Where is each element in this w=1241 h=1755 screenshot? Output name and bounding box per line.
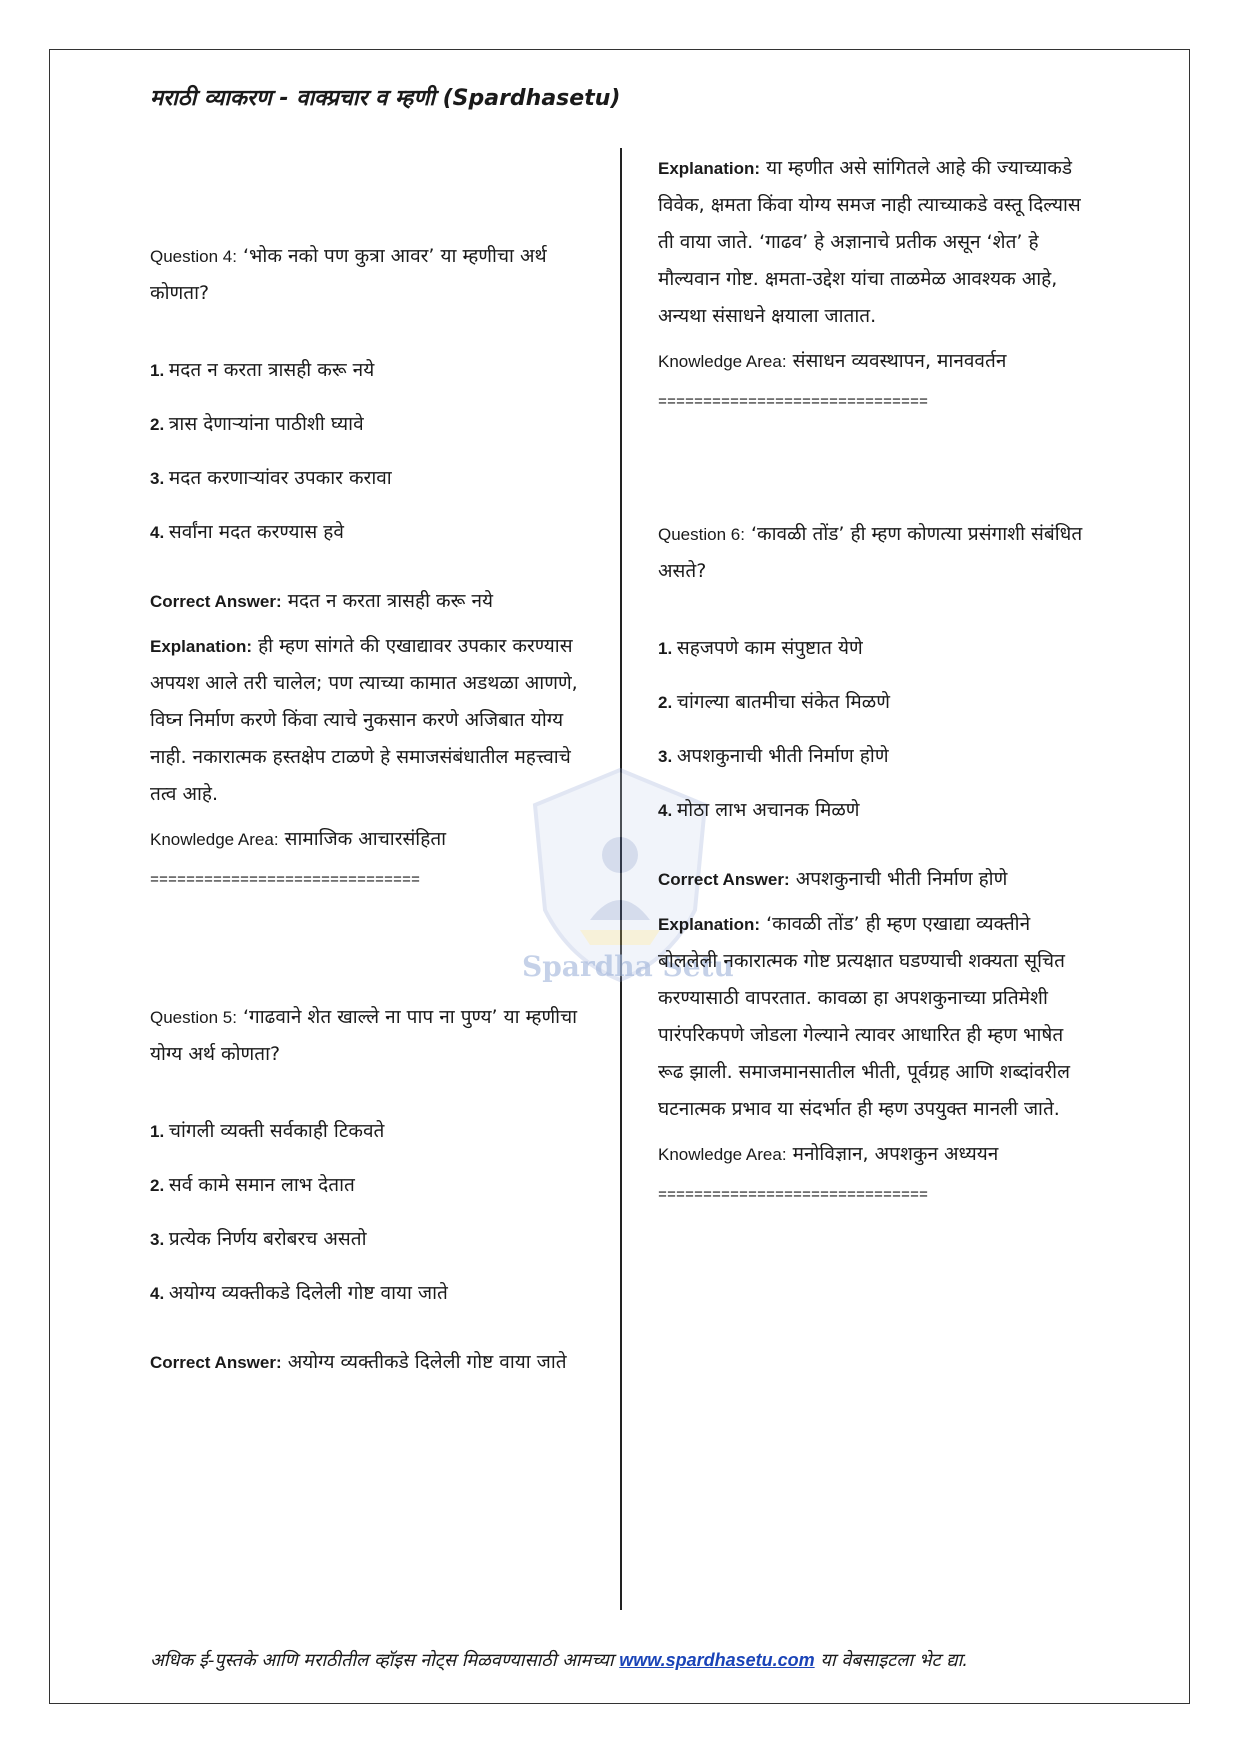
option-text: मदत न करता त्रासही करू नये: [168, 359, 375, 381]
correct-answer-text: अयोग्य व्यक्तीकडे दिलेली गोष्ट वाया जाते: [287, 1351, 567, 1373]
options-list: [150, 1113, 580, 1312]
option: 1. चांगली व्यक्ती सर्वकाही टिकवते: [150, 1120, 385, 1142]
option-text: चांगल्या बातमीचा संकेत मिळणे: [676, 691, 890, 713]
page-title: मराठी व्याकरण - वाक्प्रचार व म्हणी (Spardhasetu): [150, 86, 621, 111]
footer-text-before: अधिक ई-पुस्तके आणि मराठीतील व्हॉइस नोट्स मिळवण्यासाठी आमच्या: [150, 1650, 620, 1671]
watermark-text: Spardha Setu: [522, 950, 734, 983]
options-list: [150, 352, 580, 551]
explanation-text: ‘कावळी तोंड’ ही म्हण एखाद्या व्यक्तीने बोललेली नकारात्मक गोष्ट प्रत्यक्षात घडण्याची शक्यता सूचित करण्यासाठी वापरतात. कावळा हा अपशकुनाच्या प्रतिमेशी पारंपरिकपणे जोडला गेल्याने त्यावर आधारित ही म्हण भाषेत रूढ झाली. समाजमानसातील भीती, पूर्वग्रह आणि शब्दांवरील घटनात्मक प्रभाव या संदर्भात ही म्हण उपयुक्त मानली जाते.: [658, 913, 1070, 1120]
explanation-label: Explanation:: [658, 915, 761, 934]
question-label: Question 4:: [150, 247, 237, 266]
left-column: [150, 238, 580, 1381]
correct-answer-text: मदत न करता त्रासही करू नये: [287, 590, 494, 612]
correct-answer-label: Correct Answer:: [150, 1353, 282, 1372]
question-text: ‘गाढवाने शेत खाल्ले ना पाप ना पुण्य’ या म्हणीचा योग्य अर्थ कोणता?: [150, 1006, 578, 1065]
explanation-text: या म्हणीत असे सांगितले आहे की ज्याच्याकडे विवेक, क्षमता किंवा योग्य समज नाही त्याच्याकडे वस्तू दिल्यास ती वाया जाते. ‘गाढव’ हे अज्ञानाचे प्रतीक असून ‘शेत’ हे मौल्यवान गोष्ट. क्षमता-उद्देश यांचा ताळमेळ आवश्यक आहे, अन्यथा संसाधने क्षयाला जातात.: [658, 157, 1081, 327]
explanation: [658, 150, 1088, 335]
option: 4. मोठा लाभ अचानक मिळणे: [658, 799, 860, 821]
option: 3. मदत करणाऱ्यांवर उपकार करावा: [150, 467, 392, 489]
question-label: Question 5:: [150, 1008, 237, 1027]
correct-answer-label: Correct Answer:: [658, 870, 790, 889]
explanation-label: Explanation:: [658, 159, 761, 178]
option: 2. चांगल्या बातमीचा संकेत मिळणे: [658, 691, 890, 713]
knowledge-area-text: संसाधन व्यवस्थापन, मानववर्तन: [792, 350, 1007, 372]
correct-answer: [658, 861, 1088, 898]
option: 4. सर्वांना मदत करण्यास हवे: [150, 521, 344, 543]
explanation: [658, 906, 1088, 1128]
knowledge-area-label: Knowledge Area:: [658, 1145, 787, 1164]
question-label: Question 6:: [658, 525, 745, 544]
knowledge-area-label: Knowledge Area:: [150, 830, 279, 849]
option: 4. अयोग्य व्यक्तीकडे दिलेली गोष्ट वाया जाते: [150, 1282, 448, 1304]
option-text: प्रत्येक निर्णय बरोबरच असतो: [168, 1228, 367, 1250]
correct-answer-label: Correct Answer:: [150, 592, 282, 611]
question-text: ‘कावळी तोंड’ ही म्हण कोणत्या प्रसंगाशी संबंधित असते?: [658, 523, 1083, 582]
option-text: त्रास देणाऱ्यांना पाठीशी घ्यावे: [168, 413, 364, 435]
option-text: मदत करणाऱ्यांवर उपकार करावा: [168, 467, 392, 489]
knowledge-area: [150, 821, 580, 858]
correct-answer-text: अपशकुनाची भीती निर्माण होणे: [795, 868, 1008, 890]
right-column: [658, 150, 1088, 1214]
option: 2. सर्व कामे समान लाभ देतात: [150, 1174, 355, 1196]
option-text: सर्वांना मदत करण्यास हवे: [168, 521, 344, 543]
knowledge-area-text: मनोविज्ञान, अपशकुन अध्ययन: [792, 1143, 999, 1165]
separator: ==============================: [658, 1187, 929, 1204]
option-text: सर्व कामे समान लाभ देतात: [168, 1174, 355, 1196]
question-text: ‘भोक नको पण कुत्रा आवर’ या म्हणीचा अर्थ कोणता?: [150, 245, 547, 304]
explanation-text: ही म्हण सांगते की एखाद्यावर उपकार करण्यास अपयश आले तरी चालेल; पण त्याच्या कामात अडथळा आणणे, विघ्न निर्माण करणे किंवा त्याचे नुकसान करणे अजिबात योग्य नाही. नकारात्मक हस्तक्षेप टाळणे हे समाजसंबंधातील महत्त्वाचे तत्व आहे.: [150, 635, 578, 805]
question-6: [658, 516, 1088, 590]
option: 1. मदत न करता त्रासही करू नये: [150, 359, 375, 381]
options-list: [658, 630, 1088, 829]
option: 3. अपशकुनाची भीती निर्माण होणे: [658, 745, 889, 767]
option-text: मोठा लाभ अचानक मिळणे: [676, 799, 860, 821]
footer-text-after: या वेबसाइटला भेट द्या.: [814, 1650, 968, 1671]
knowledge-area-text: सामाजिक आचारसंहिता: [284, 828, 447, 850]
explanation: [150, 628, 580, 813]
option: 2. त्रास देणाऱ्यांना पाठीशी घ्यावे: [150, 413, 364, 435]
footer: [150, 1648, 968, 1672]
separator: ==============================: [658, 394, 929, 411]
explanation-label: Explanation:: [150, 637, 253, 656]
option: 1. सहजपणे काम संपुष्टात येणे: [658, 637, 863, 659]
correct-answer: [150, 583, 580, 620]
option-text: सहजपणे काम संपुष्टात येणे: [676, 637, 863, 659]
question-4: [150, 238, 580, 312]
correct-answer: [150, 1344, 580, 1381]
option-text: अयोग्य व्यक्तीकडे दिलेली गोष्ट वाया जाते: [168, 1282, 448, 1304]
option-text: चांगली व्यक्ती सर्वकाही टिकवते: [168, 1120, 385, 1142]
knowledge-area-label: Knowledge Area:: [658, 352, 787, 371]
question-5: [150, 999, 580, 1073]
option-text: अपशकुनाची भीती निर्माण होणे: [676, 745, 889, 767]
separator: ==============================: [150, 872, 421, 889]
website-link[interactable]: www.spardhasetu.com: [619, 1650, 815, 1670]
knowledge-area: [658, 1136, 1088, 1173]
knowledge-area: [658, 343, 1088, 380]
option: 3. प्रत्येक निर्णय बरोबरच असतो: [150, 1228, 367, 1250]
